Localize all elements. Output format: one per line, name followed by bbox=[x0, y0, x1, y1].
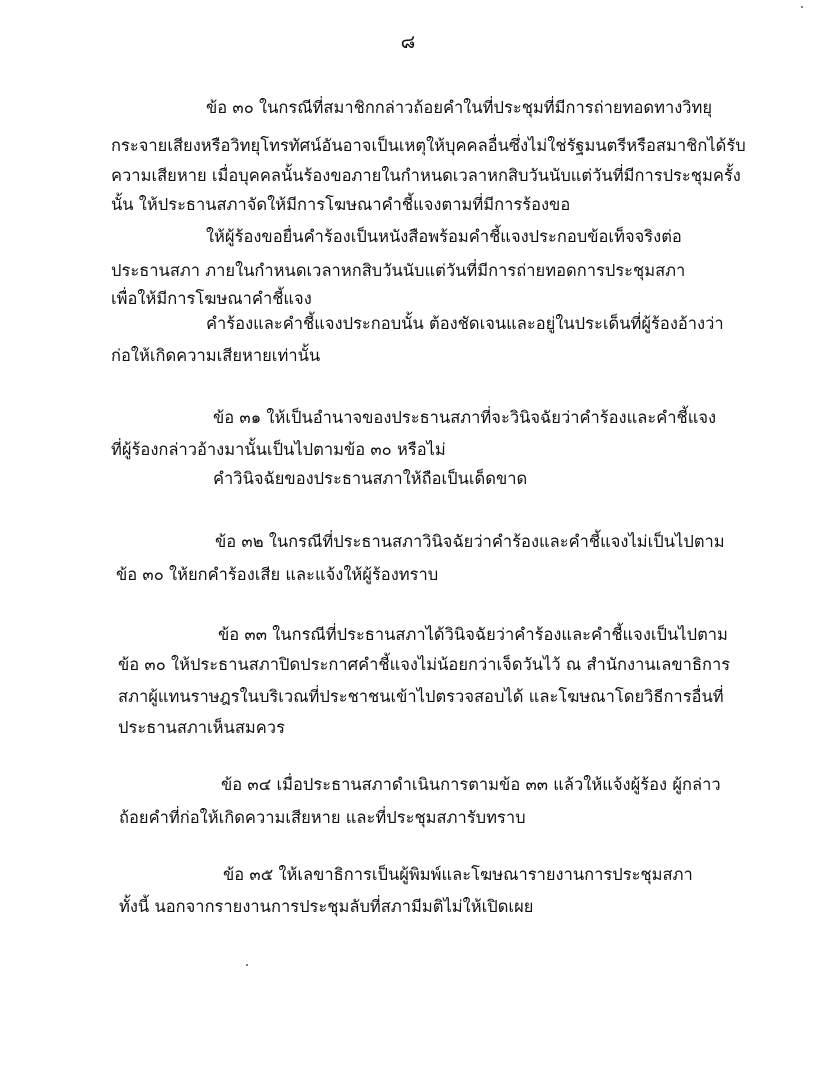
s32-line-1: ข้อ ๓๒ ในกรณีที่ประธานสภาวินิจฉัยว่าคำร้องและคำชี้แจงไม่เป็นไปตาม bbox=[215, 532, 725, 551]
s30-line-8: คำร้องและคำชี้แจงประกอบนั้น ต้องชัดเจนและอยู่ในประเด็นที่ผู้ร้องอ้างว่า bbox=[206, 314, 724, 333]
s30-line-4: นั้น ให้ประธานสภาจัดให้มีการโฆษณาคำชี้แจงตามที่มีการร้องขอ bbox=[111, 195, 571, 214]
s30-line-3: ความเสียหาย เมื่อบุคคลนั้นร้องขอภายในกำหนดเวลาหกสิบวันนับแต่วันที่มีการประชุมครั้ง bbox=[111, 166, 741, 185]
s30-line-7: เพื่อให้มีการโฆษณาคำชี้แจง bbox=[111, 289, 312, 308]
s30-line-1: ข้อ ๓๐ ในกรณีที่สมาชิกกล่าวถ้อยคำในที่ประชุมที่มีการถ่ายทอดทางวิทยุ bbox=[206, 98, 713, 117]
s33-line-1: ข้อ ๓๓ ในกรณีที่ประธานสภาได้วินิจฉัยว่าคำร้องและคำชี้แจงเป็นไปตาม bbox=[218, 625, 728, 644]
s31-line-3: คำวินิจฉัยของประธานสภาให้ถือเป็นเด็ดขาด bbox=[213, 469, 528, 488]
page-number: ๘ bbox=[400, 31, 416, 53]
s34-line-2: ถ้อยคำที่ก่อให้เกิดความเสียหาย และที่ประชุมสภารับทราบ bbox=[119, 808, 526, 827]
s35-line-2: ทั้งนี้ นอกจากรายงานการประชุมลับที่สภามีมติไม่ให้เปิดเผย bbox=[119, 897, 534, 916]
s34-line-1: ข้อ ๓๔ เมื่อประธานสภาดำเนินการตามข้อ ๓๓ แล้วให้แจ้งผู้ร้อง ผู้กล่าว bbox=[221, 775, 721, 794]
scan-speck bbox=[801, 6, 803, 8]
s30-line-2: กระจายเสียงหรือวิทยุโทรทัศน์อันอาจเป็นเหตุให้บุคคลอื่นซึ่งไม่ใช่รัฐมนตรีหรือสมาชิกได้รับ bbox=[111, 136, 746, 155]
s31-line-2: ที่ผู้ร้องกล่าวอ้างมานั้นเป็นไปตามข้อ ๓๐ หรือไม่ bbox=[111, 440, 446, 459]
s31-line-1: ข้อ ๓๑ ให้เป็นอำนาจของประธานสภาที่จะวินิจฉัยว่าคำร้องและคำชี้แจง bbox=[213, 408, 717, 427]
s33-line-2: ข้อ ๓๐ ให้ประธานสภาปิดประกาศคำชี้แจงไม่น้อยกว่าเจ็ดวันไว้ ณ สำนักงานเลขาธิการ bbox=[118, 655, 731, 674]
s30-line-6: ประธานสภา ภายในกำหนดเวลาหกสิบวันนับแต่วันที่มีการถ่ายทอดการประชุมสภา bbox=[111, 261, 686, 280]
s30-line-5: ให้ผู้ร้องขอยื่นคำร้องเป็นหนังสือพร้อมคำชี้แจงประกอบข้อเท็จจริงต่อ bbox=[206, 227, 682, 246]
s30-line-9: ก่อให้เกิดความเสียหายเท่านั้น bbox=[111, 346, 321, 365]
s35-line-1: ข้อ ๓๕ ให้เลขาธิการเป็นผู้พิมพ์และโฆษณารายงานการประชุมสภา bbox=[223, 865, 693, 884]
s33-line-3: สภาผู้แทนราษฎรในบริเวณที่ประชาชนเข้าไปตรวจสอบได้ และโฆษณาโดยวิธีการอื่นที่ bbox=[118, 687, 724, 706]
s33-line-4: ประธานสภาเห็นสมควร bbox=[118, 718, 285, 737]
s32-line-2: ข้อ ๓๐ ให้ยกคำร้องเสีย และแจ้งให้ผู้ร้องทราบ bbox=[116, 565, 439, 584]
scan-speck bbox=[246, 964, 248, 966]
